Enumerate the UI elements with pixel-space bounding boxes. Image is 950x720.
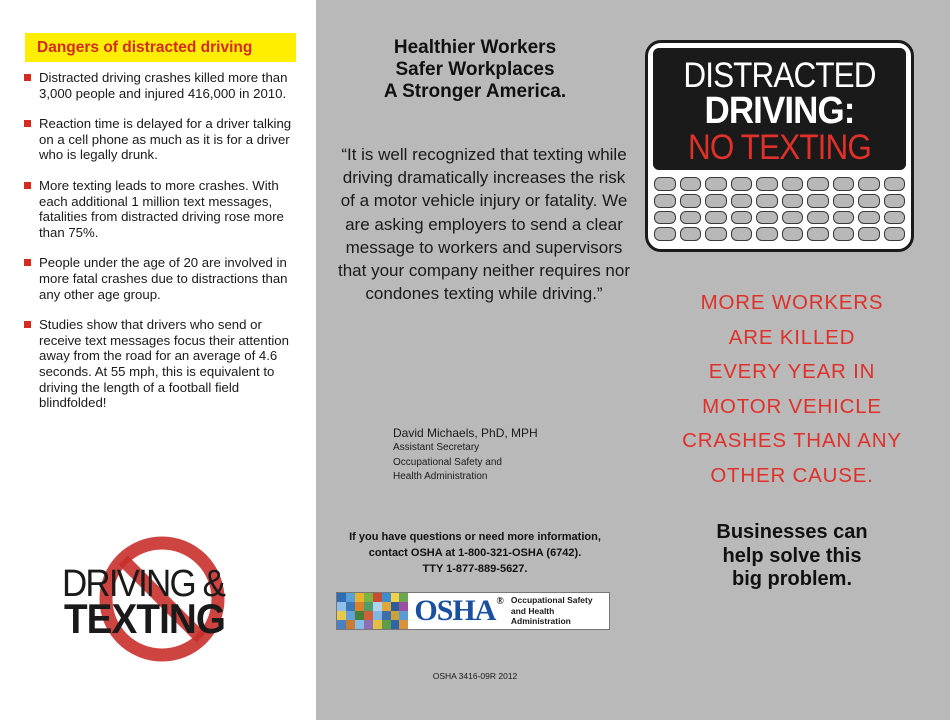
keypad-key [680,227,702,241]
keypad-key [654,211,676,225]
middle-panel [316,0,634,720]
quote-text: “It is well recognized that texting while driving dramatically increases the risk of a motor vehicle injury or fatality. We are asking employers to send a clear message to workers and supervisors that your company neither requires nor condones texting while driving.” [338,145,630,304]
osha-word: OSHA [414,594,496,627]
contact-line: TTY 1-877-889-5627. [422,562,528,575]
facts-list [24,70,304,426]
author-title-line: Assistant Secretary [393,442,480,453]
author-title-line: Occupational Safety and [393,456,502,468]
keypad-key [705,194,727,208]
fact-text: People under the age of 20 are involved in more fatal crashes due to distractions than any other age group. [39,255,288,302]
tagline-line: Healthier Workers [393,37,557,58]
keypad-key [756,227,778,241]
stat-line: ARE KILLED [728,325,856,349]
bullet-icon [24,74,31,81]
author-name: David Michaels, PhD, MPH [393,426,538,440]
business-line: Businesses can [716,521,868,543]
contact-line: contact OSHA at 1-800-321-OSHA (6742). [368,546,582,559]
keypad-key [756,211,778,225]
keypad-key [654,194,676,208]
sign-line-distracted: DISTRACTED [683,56,876,95]
logo-text [60,533,250,669]
fact-item [24,317,304,411]
fact-item [24,116,304,163]
tagline-line: A Stronger America. [383,81,567,102]
keypad-key [807,227,829,241]
keypad-key [731,177,753,191]
stat-line: MOTOR VEHICLE [702,394,882,418]
sign-line-no-texting: NO TEXTING [688,128,871,167]
keypad-key [731,211,753,225]
keypad-key [858,227,880,241]
bullet-icon [24,259,31,266]
keypad-key [654,177,676,191]
stat-line: MORE WORKERS [700,291,884,314]
right-panel [634,0,950,720]
keypad-key [731,194,753,208]
stat-line: CRASHES THAN ANY [682,429,902,452]
keypad-key [833,194,855,208]
osha-logo [336,592,610,630]
dangers-heading: Dangers of distracted driving [37,38,253,56]
stat-statement [634,286,950,493]
tagline [316,37,634,103]
keypad-key [680,194,702,208]
keypad-key [858,194,880,208]
bullet-icon [24,321,31,328]
bullet-icon [24,182,31,189]
logo-line-texting: TEXTING [64,595,226,642]
stat-line: OTHER CAUSE. [710,463,874,487]
keypad-key [782,211,804,225]
tagline-line: Safer Workplaces [395,59,555,80]
osha-full-name: Occupational Safety and Health Administration [510,595,593,627]
fact-text: More texting leads to more crashes. With each additional 1 million text messages, fatalities from distracted driving rose more than 75%. [39,177,284,240]
keypad-key [884,194,906,208]
bullet-icon [24,120,31,127]
publication-number: OSHA 3416-09R 2012 [432,671,518,681]
keypad-key [884,227,906,241]
contact-line: If you have questions or need more information, [349,531,601,543]
keypad-key [782,177,804,191]
fact-text: Studies show that drivers who send or receive text messages focus their attention away from the road for an average of 4.6 seconds. At 55 mph, this is equivalent to driving the length of a football field blindfolded! [39,317,289,411]
sign-line-driving: DRIVING: [704,90,855,132]
keypad-key [705,177,727,191]
stat-line: EVERY YEAR IN [708,360,876,383]
sign-screen [653,48,906,170]
business-line: help solve this [722,544,862,567]
keypad-key [807,211,829,225]
osha-wordmark [414,594,503,628]
author-title [393,441,502,485]
osha-mosaic-icon [337,593,408,629]
registered-mark: ® [496,596,503,607]
keypad-key [782,227,804,241]
keypad-key [833,227,855,241]
phone-keypad-icon [654,177,905,241]
keypad-key [705,227,727,241]
dangers-heading-box [25,33,296,62]
fact-item [24,178,304,240]
no-texting-sign [645,40,914,252]
fact-item [24,255,304,302]
logo-line-driving: DRIVING & [62,563,225,605]
keypad-key [731,227,753,241]
driving-texting-logo [60,533,250,669]
author-title-line: Health Administration [393,471,488,482]
fact-text: Reaction time is delayed for a driver talking on a cell phone as much as it is for a driver who is legally drunk. [39,116,292,163]
keypad-key [807,194,829,208]
keypad-key [858,177,880,191]
keypad-key [807,177,829,191]
keypad-key [833,177,855,191]
left-panel [0,0,316,720]
business-statement [634,521,950,592]
keypad-key [833,211,855,225]
keypad-key [654,227,676,241]
keypad-key [884,211,906,225]
keypad-key [756,194,778,208]
keypad-key [782,194,804,208]
keypad-key [680,211,702,225]
keypad-key [756,177,778,191]
business-line: big problem. [732,568,852,590]
keypad-key [680,177,702,191]
keypad-key [858,211,880,225]
keypad-key [705,211,727,225]
fact-item [24,70,304,101]
fact-text: Distracted driving crashes killed more than 3,000 people and injured 416,000 in 2010. [39,70,288,101]
keypad-key [884,177,906,191]
contact-info [316,530,634,577]
